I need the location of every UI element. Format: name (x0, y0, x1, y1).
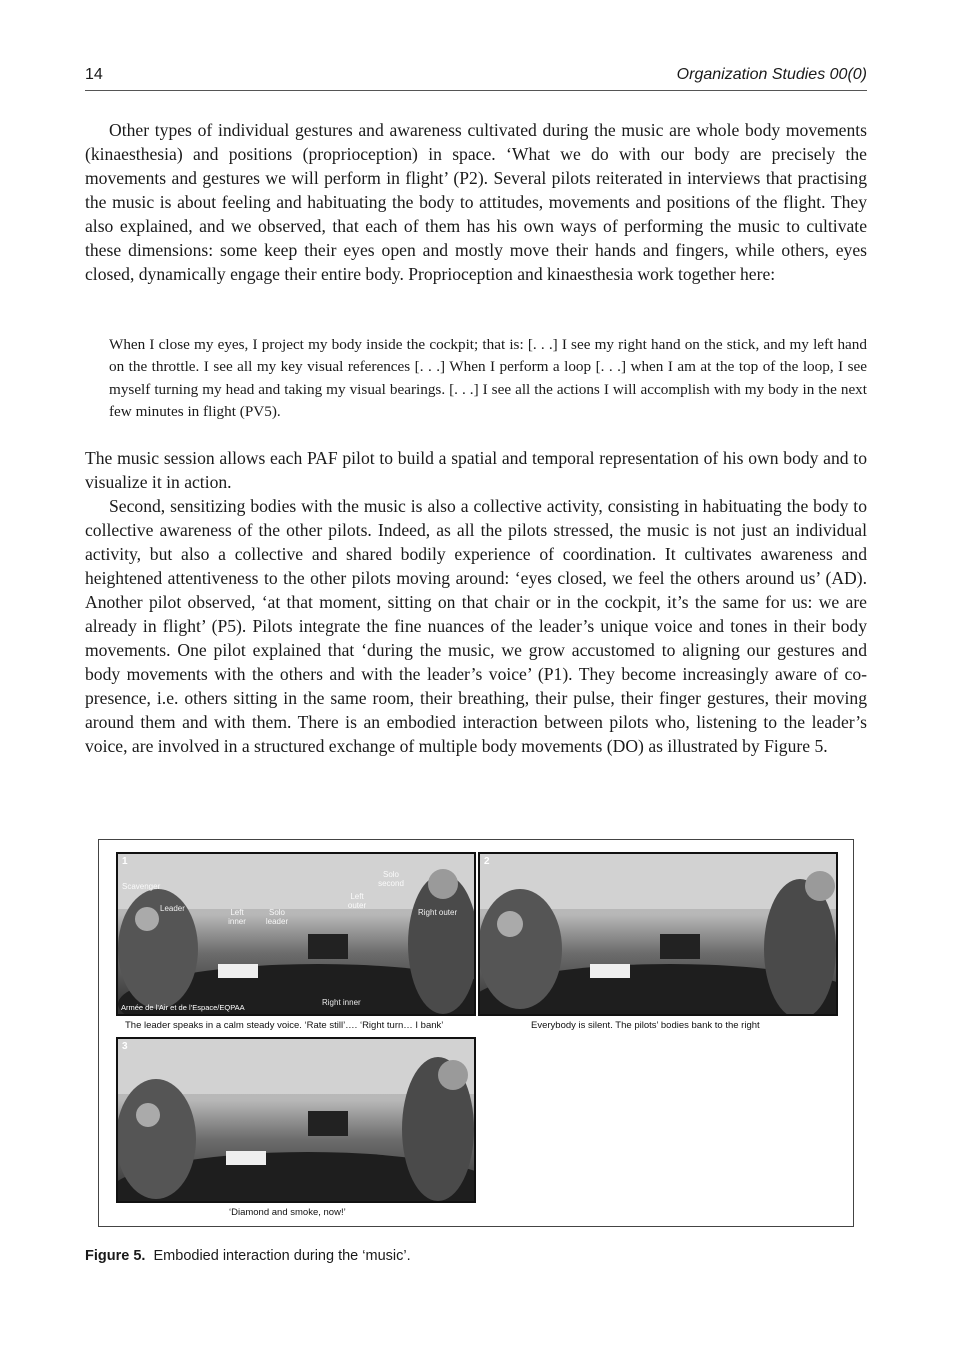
panel-number: 3 (122, 1041, 128, 1052)
label-solo-second: Solo second (378, 870, 404, 888)
panel-number: 1 (122, 856, 128, 867)
figure-label: Figure 5. (85, 1248, 146, 1264)
blurred-face (428, 869, 458, 899)
block-quote-pv5: When I close my eyes, I project my body inside the cockpit; that is: [. . .] I see my right hand on the stick, and my left hand on the throttle. I see all my key visual references [. . .] When I perform a loop [. . .] when I am at the top of the loop, I see myself turning my head and taking my visual bearings. [. . .] I see all the actions I will accomplish with my body in the next few minutes in flight (PV5). (109, 336, 867, 421)
paragraph-body-movements: Other types of individual gestures and awareness cultivated during the music are whole body movements (kinaesthesia) and positions (proprioception) in space. ‘What we do with our body are precisely the movements and gestures we will perform in flight’ (P2). Several pilots reiterated in interviews that practising the music is about feeling and habituating the body to attitudes, movements and positions of the flight. They also explained, and we observed, that each of them has his own ways of performing the music to cultivate these dimensions: some keep their eyes open and mostly move their hands and fingers, while others, eyes closed, dynamically engage their entire body. Proprioception and kinaesthesia work together here: (85, 120, 867, 284)
figure-5 (98, 839, 854, 1227)
journal-title: Organization Studies 00(0) (676, 66, 867, 83)
figure-caption (85, 1248, 411, 1264)
photo-panel-3 (116, 1037, 476, 1203)
blurred-face (438, 1060, 468, 1090)
panel-number: 2 (484, 856, 490, 867)
blurred-face (135, 907, 159, 931)
label-solo-leader: Solo leader (265, 908, 289, 926)
photo-3-scene (118, 1039, 474, 1201)
label-right-outer: Right outer (418, 908, 458, 917)
label-leader: Leader (160, 904, 185, 913)
running-header (85, 64, 867, 91)
paragraph-spatial-representation: The music session allows each PAF pilot to build a spatial and temporal representation of his own body and to visualize it in action. (85, 448, 867, 492)
blurred-face (497, 911, 523, 937)
blurred-face (136, 1103, 160, 1127)
photo-panel-1 (116, 852, 476, 1016)
label-right-inner: Right inner (322, 998, 361, 1007)
page-number: 14 (85, 66, 103, 83)
photo-credit: Armée de l’Air et de l’Espace/EQPAA (121, 1003, 245, 1012)
paragraph-collective-activity: Second, sensitizing bodies with the music is also a collective activity, consisting in habituating the body to collective awareness of the other pilots. Indeed, as all the pilots stressed, the music is not just an individual activity, but also a collective and shared bodily experience of coordination. It cultivates awareness and heightened attentiveness to the other pilots moving around: ‘eyes closed, we feel the others around us’ (AD). Another pilot observed, ‘at that moment, sitting on that chair or in the cockpit, it’s the same for us: we are already in flight’ (P5). Pilots integrate the fine nuances of the leader’s unique voice and tones in their body movements. One pilot explained that ‘during the music, we grow accustomed to aligning our gestures and body movements with the others and with the leader’s voice’ (P1). They become increasingly aware of co-presence, i.e. others sitting in the same room, their breathing, their pulse, their finger gestures, their moving around them and with them. There is an embodied interaction between pilots who, listening to the leader’s voice, are involved in a structured exchange of multiple body movements (DO) as illustrated by Figure 5. (85, 496, 867, 756)
photo-2-scene (480, 854, 836, 1014)
blurred-face (805, 871, 835, 901)
label-left-outer: Left outer (347, 892, 367, 910)
figure-caption-text: Embodied interaction during the ‘music’. (153, 1248, 411, 1264)
panel-3-caption: ‘Diamond and smoke, now!’ (229, 1207, 346, 1218)
photo-1-scene (118, 854, 474, 1014)
label-scavenger: Scavenger (122, 882, 161, 891)
photo-panel-2 (478, 852, 838, 1016)
label-left-inner: Left inner (228, 908, 246, 926)
panel-1-caption: The leader speaks in a calm steady voice. ‘Rate still’…. ‘Right turn… I bank’ (125, 1020, 444, 1031)
panel-2-caption: Everybody is silent. The pilots’ bodies bank to the right (531, 1020, 760, 1031)
